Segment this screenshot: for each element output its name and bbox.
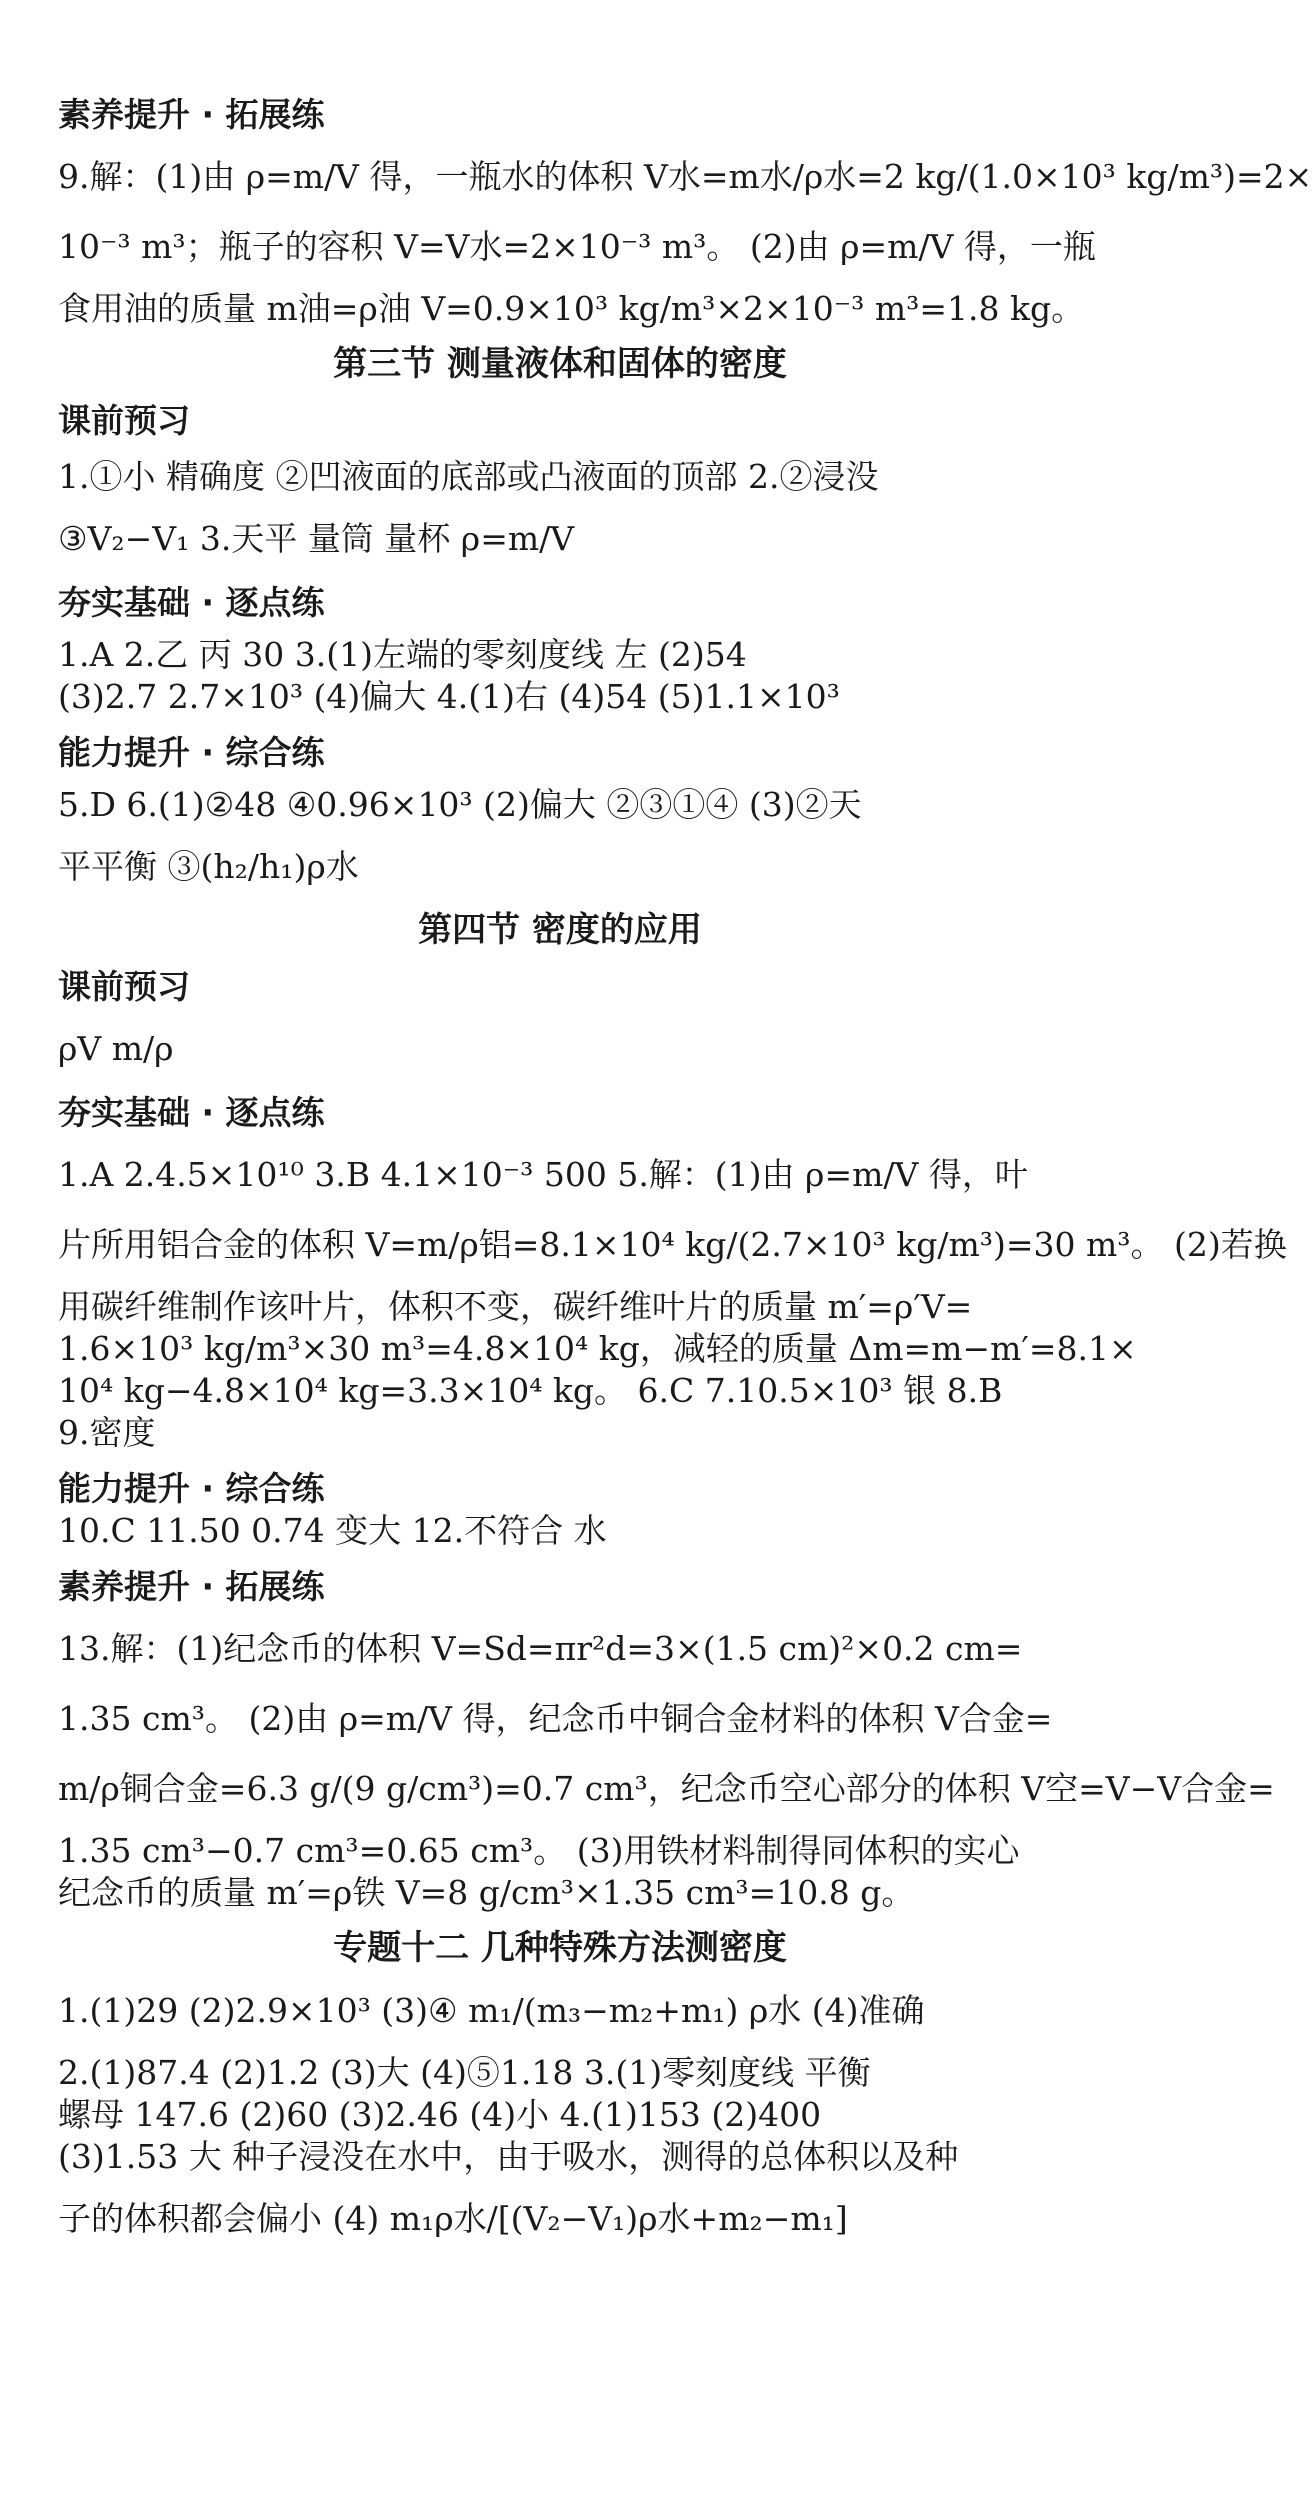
section-heading: 素养提升 · 拓展练	[58, 1567, 325, 1606]
text-line: 片所用铝合金的体积 V=m/ρ铝=8.1×10⁴ kg/(2.7×10³ kg/m³)=30 m³。 (2)若换	[58, 1225, 1287, 1264]
text-line: 1.①小 精确度 ②凹液面的底部或凸液面的顶部 2.②浸没	[58, 457, 879, 496]
chapter-title: 第三节 测量液体和固体的密度	[333, 344, 787, 384]
section-heading: 夯实基础 · 逐点练	[58, 1093, 325, 1132]
text-line: 1.(1)29 (2)2.9×10³ (3)④ m₁/(m₃−m₂+m₁) ρ水 (4)准确	[58, 1991, 925, 2030]
text-line: m/ρ铜合金=6.3 g/(9 g/cm³)=0.7 cm³，纪念币空心部分的体积 V空=V−V合金=	[58, 1769, 1275, 1808]
section-heading: 素养提升 · 拓展练	[58, 95, 325, 134]
text-line: 螺母 147.6 (2)60 (3)2.46 (4)小 4.(1)153 (2)400	[58, 2095, 822, 2134]
text-line: 1.A 2.乙 丙 30 3.(1)左端的零刻度线 左 (2)54	[58, 635, 747, 674]
text-line: ③V₂−V₁ 3.天平 量筒 量杯 ρ=m/V	[58, 519, 575, 558]
text-line: 2.(1)87.4 (2)1.2 (3)大 (4)⑤1.18 3.(1)零刻度线 平衡	[58, 2053, 871, 2092]
text-line: 1.35 cm³。 (2)由 ρ=m/V 得，纪念币中铜合金材料的体积 V合金=	[58, 1699, 1053, 1738]
text-line: 用碳纤维制作该叶片，体积不变，碳纤维叶片的质量 m′=ρ′V=	[58, 1287, 973, 1326]
text-line: ρV m/ρ	[58, 1029, 174, 1068]
text-line: 13.解：(1)纪念币的体积 V=Sd=πr²d=3×(1.5 cm)²×0.2 cm=	[58, 1629, 1023, 1668]
text-line: (3)2.7 2.7×10³ (4)偏大 4.(1)右 (4)54 (5)1.1×10³	[58, 677, 840, 716]
section-heading: 能力提升 · 综合练	[58, 1469, 325, 1508]
text-line: 5.D 6.(1)②48 ④0.96×10³ (2)偏大 ②③①④ (3)②天	[58, 785, 862, 824]
text-line: 10⁴ kg−4.8×10⁴ kg=3.3×10⁴ kg。 6.C 7.10.5×10³ 银 8.B	[58, 1371, 1003, 1410]
section-heading: 课前预习	[58, 967, 190, 1006]
text-line: 食用油的质量 m油=ρ油 V=0.9×10³ kg/m³×2×10⁻³ m³=1.8 kg。	[58, 289, 1085, 328]
text-line: 子的体积都会偏小 (4) m₁ρ水/[(V₂−V₁)ρ水+m₂−m₁]	[58, 2199, 848, 2238]
text-line: 1.35 cm³−0.7 cm³=0.65 cm³。 (3)用铁材料制得同体积的实心	[58, 1831, 1020, 1870]
text-line: (3)1.53 大 种子浸没在水中，由于吸水，测得的总体积以及种	[58, 2137, 959, 2176]
section-heading: 夯实基础 · 逐点练	[58, 583, 325, 622]
text-line: 1.6×10³ kg/m³×30 m³=4.8×10⁴ kg，减轻的质量 Δm=m−m′=8.1×	[58, 1329, 1137, 1368]
section-heading: 课前预习	[58, 401, 190, 440]
text-line: 纪念币的质量 m′=ρ铁 V=8 g/cm³×1.35 cm³=10.8 g。	[58, 1873, 915, 1912]
text-line: 10⁻³ m³；瓶子的容积 V=V水=2×10⁻³ m³。 (2)由 ρ=m/V 得，一瓶	[58, 227, 1096, 266]
text-line: 平平衡 ③(h₂/h₁)ρ水	[58, 847, 359, 886]
section-heading: 能力提升 · 综合练	[58, 733, 325, 772]
text-line: 1.A 2.4.5×10¹⁰ 3.B 4.1×10⁻³ 500 5.解：(1)由 ρ=m/V 得，叶	[58, 1155, 1028, 1194]
text-line: 10.C 11.50 0.74 变大 12.不符合 水	[58, 1511, 607, 1550]
text-line: 9.解：(1)由 ρ=m/V 得，一瓶水的体积 V水=m水/ρ水=2 kg/(1.0×10³ kg/m³)=2×	[58, 157, 1312, 196]
chapter-title: 专题十二 几种特殊方法测密度	[333, 1928, 787, 1968]
text-line: 9.密度	[58, 1413, 156, 1452]
chapter-title: 第四节 密度的应用	[418, 910, 702, 950]
